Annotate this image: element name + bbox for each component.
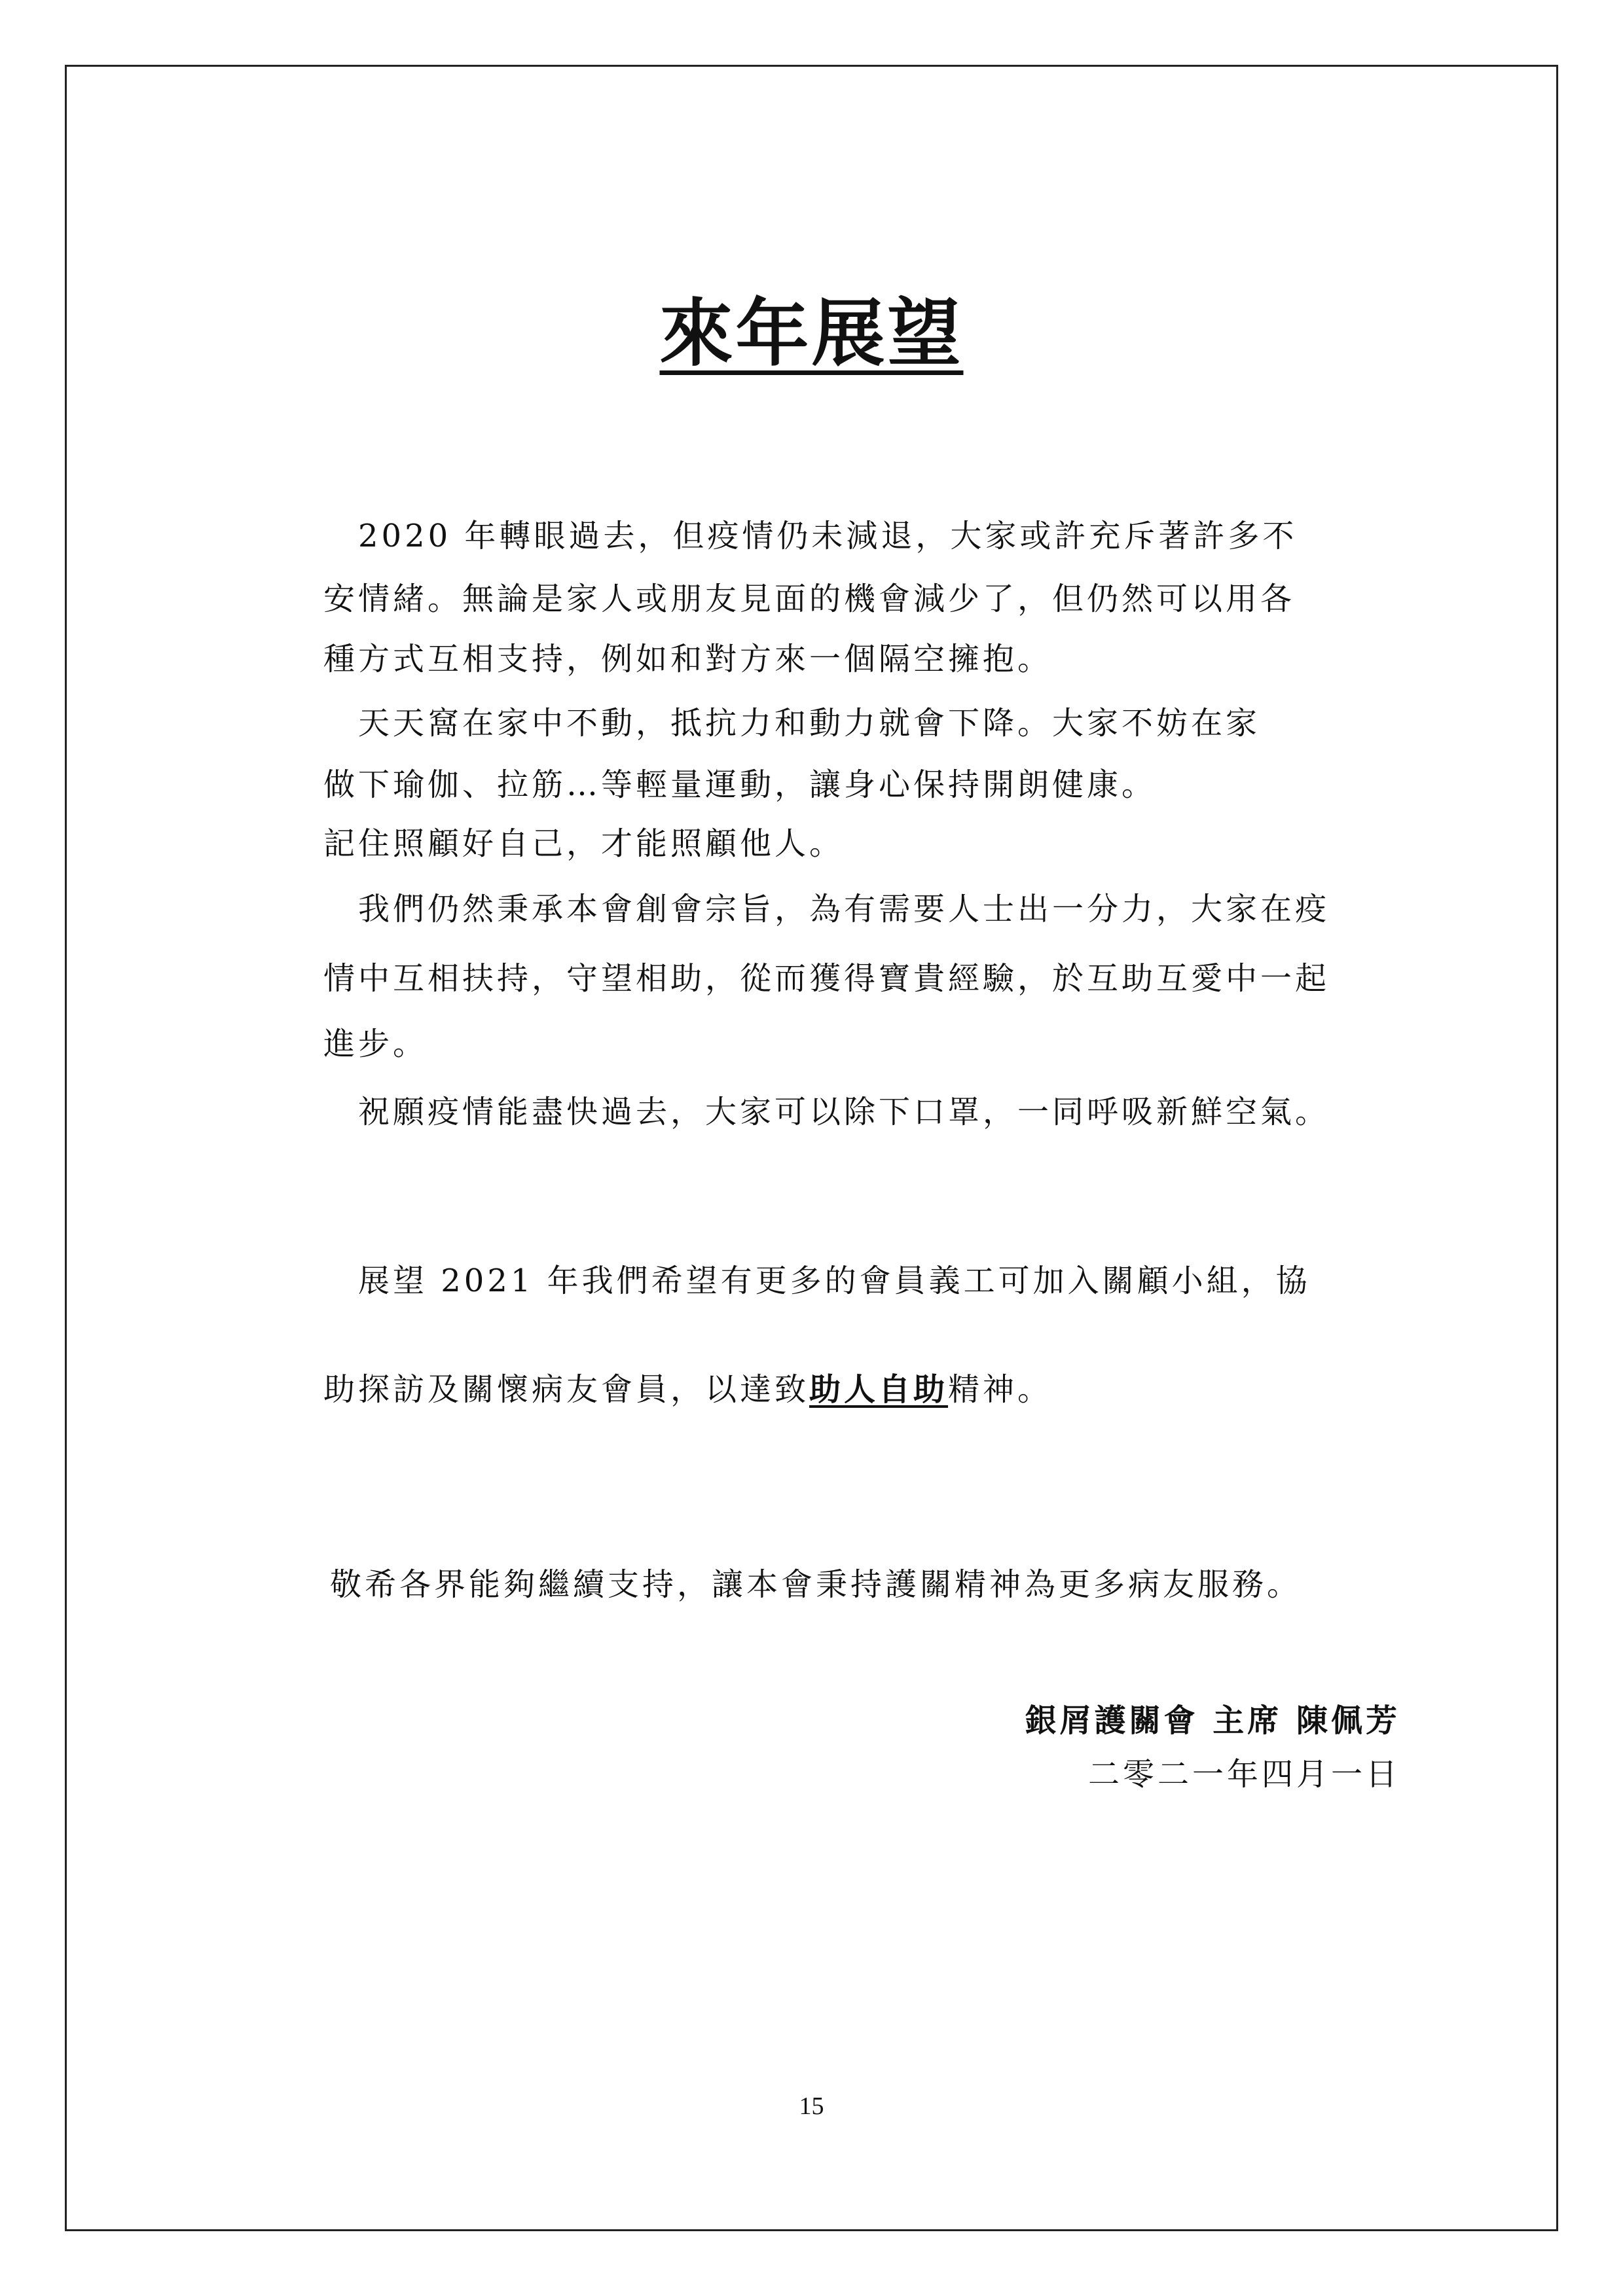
paragraph-5-line-2-start: 助探訪及關懷病友會員，以達致: [323, 1371, 810, 1408]
paragraph-5-line-2-end: 精神。: [948, 1371, 1053, 1408]
paragraph-1-line-2: 安情緒。無論是家人或朋友見面的機會減少了，但仍然可以用各: [323, 581, 1296, 617]
paragraph-1-line-1: 2020 年轉眼過去，但疫情仍未減退，大家或許充斥著許多不: [323, 518, 1298, 554]
paragraph-2-line-3: 記住照顧好自己，才能照顧他人。: [323, 825, 845, 862]
paragraph-2-line-1: 天天窩在家中不動，抵抗力和動力就會下降。大家不妨在家: [323, 705, 1261, 742]
paragraph-3-line-1: 我們仍然秉承本會創會宗旨，為有需要人士出一分力，大家在疫: [323, 891, 1330, 927]
paragraph-3-line-2: 情中互相扶持，守望相助，從而獲得寶貴經驗，於互助互愛中一起: [323, 960, 1330, 997]
page-number: 15: [799, 2092, 824, 2120]
paragraph-1-line-3: 種方式互相支持，例如和對方來一個隔空擁抱。: [323, 641, 1053, 677]
page-title: [0, 275, 1623, 380]
paragraph-3-line-3: 進步。: [323, 1026, 428, 1062]
paragraph-5-emphasis: 助人自助: [809, 1371, 949, 1408]
paragraph-2-line-2: 做下瑜伽、拉筋…等輕量運動，讓身心保持開朗健康。: [323, 766, 1157, 803]
page-title-text: 來年展望: [659, 291, 964, 376]
page-border: [65, 65, 1558, 2231]
paragraph-5-line-2: [323, 1364, 1052, 1409]
signature-date: 二零二一年四月一日: [1087, 1756, 1400, 1793]
paragraph-5-line-1: 展望 2021 年我們希望有更多的會員義工可加入關顧小組，協: [323, 1263, 1311, 1299]
paragraph-4-line-1: 祝願疫情能盡快過去，大家可以除下口罩，一同呼吸新鮮空氣。: [323, 1094, 1330, 1130]
paragraph-6-line-1: 敬希各界能夠繼續支持，讓本會秉持護關精神為更多病友服務。: [330, 1566, 1302, 1603]
signature-org-name: 銀屑護關會 主席 陳佩芳: [1025, 1702, 1400, 1739]
